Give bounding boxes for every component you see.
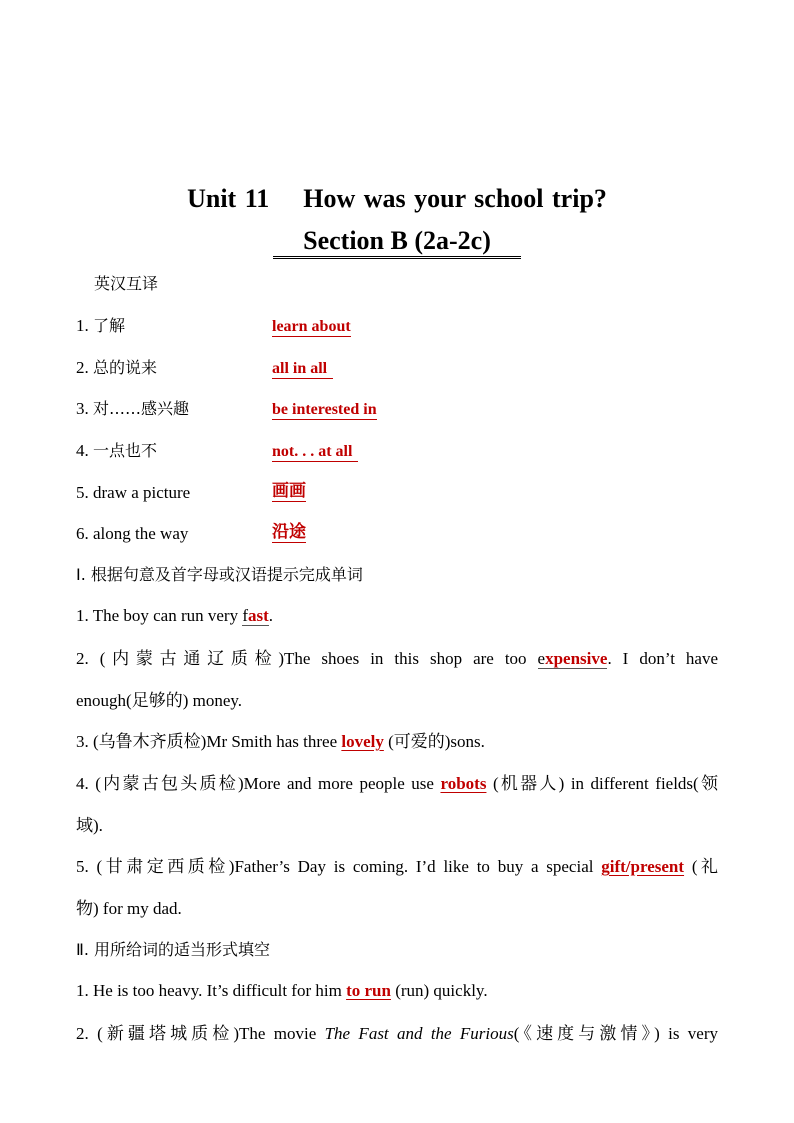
part1-q5-cont: 物) for my dad. <box>76 899 182 918</box>
answer-blank <box>538 650 608 669</box>
first-letter: e <box>537 649 546 668</box>
vocab-prompt: 总的说来 <box>93 358 158 377</box>
part1-q4 <box>76 773 718 795</box>
section-title-text: Section B (2a-2c) <box>273 226 521 259</box>
vocab-num: 1. <box>76 316 89 335</box>
q-text: (《速度与激情》) is very <box>513 1024 718 1043</box>
vocab-prompt: draw a picture <box>93 483 191 502</box>
unit-title: Unit 11 How was your school trip? <box>187 184 607 213</box>
vocab-num: 4. <box>76 441 89 460</box>
q-text: 1. He is too heavy. It’s difficult for him <box>76 981 347 1000</box>
part1-q5 <box>76 856 718 878</box>
part2-q1 <box>76 980 718 1002</box>
vocab-item-3 <box>76 398 718 420</box>
vocab-item-1 <box>76 315 718 337</box>
vocab-answer-4: not. . . at all <box>272 442 358 462</box>
answer-text: robots <box>440 774 487 793</box>
section-title <box>0 226 794 259</box>
part1-q2 <box>76 648 718 670</box>
vocab-answer-1: learn about <box>272 318 351 335</box>
vocab-answer-3: be interested in <box>272 401 377 418</box>
part2-heading: Ⅱ. 用所给词的适当形式填空 <box>76 940 271 959</box>
q-text: 2. (内蒙古通辽质检)The shoes in this shop are too <box>76 649 538 668</box>
vocab-heading: 英汉互译 <box>94 274 159 293</box>
q-text: (礼 <box>684 857 718 876</box>
part1-heading: Ⅰ. 根据句意及首字母或汉语提示完成单词 <box>76 565 363 584</box>
vocab-item-6 <box>76 523 718 545</box>
q-text: 3. (乌鲁木齐质检)Mr Smith has three <box>76 732 342 751</box>
q-text: 4. (内蒙古包头质检)More and more people use <box>76 774 441 793</box>
vocab-prompt: 一点也不 <box>93 441 158 460</box>
part1-q3 <box>76 731 718 753</box>
first-letter: f <box>242 606 249 625</box>
vocab-answer-2: all in all <box>272 359 333 379</box>
vocab-num: 3. <box>76 399 89 418</box>
q-text: (机器人) in different fields(领 <box>486 774 718 793</box>
vocab-answer-5: 画画 <box>272 481 306 501</box>
q-text: . I don’t have <box>607 649 718 668</box>
vocab-prompt: 对……感兴趣 <box>93 399 190 418</box>
answer-text: lovely <box>341 732 384 751</box>
part2-q2 <box>76 1023 718 1045</box>
answer-blank <box>242 607 268 626</box>
q-text: . <box>268 606 274 625</box>
vocab-item-4 <box>76 440 718 462</box>
vocab-prompt: 了解 <box>93 316 126 335</box>
q-text: 2. (新疆塔城质检)The movie <box>76 1024 325 1043</box>
movie-title: The Fast and the Furious <box>324 1024 514 1043</box>
vocab-num: 2. <box>76 358 89 377</box>
q-text: (可爱的)sons. <box>383 732 485 751</box>
vocab-item-5 <box>76 482 718 504</box>
q-text: 1. The boy can run very <box>76 606 243 625</box>
answer-text: xpensive <box>545 649 608 668</box>
part1-q2-cont: enough(足够的) money. <box>76 691 243 710</box>
vocab-prompt: along the way <box>93 524 189 543</box>
answer-text: to run <box>346 981 391 1000</box>
q-text: 5. (甘肃定西质检)Father’s Day is coming. I’d like to buy a special <box>76 857 602 876</box>
q-text: (run) quickly. <box>390 981 488 1000</box>
vocab-num: 5. <box>76 483 89 502</box>
vocab-num: 6. <box>76 524 89 543</box>
part1-q1 <box>76 605 718 627</box>
answer-text: ast <box>248 606 269 625</box>
answer-text: gift/present <box>601 857 685 876</box>
vocab-item-2 <box>76 357 718 379</box>
part1-q4-cont: 域). <box>76 816 103 835</box>
vocab-answer-6: 沿途 <box>272 522 306 542</box>
